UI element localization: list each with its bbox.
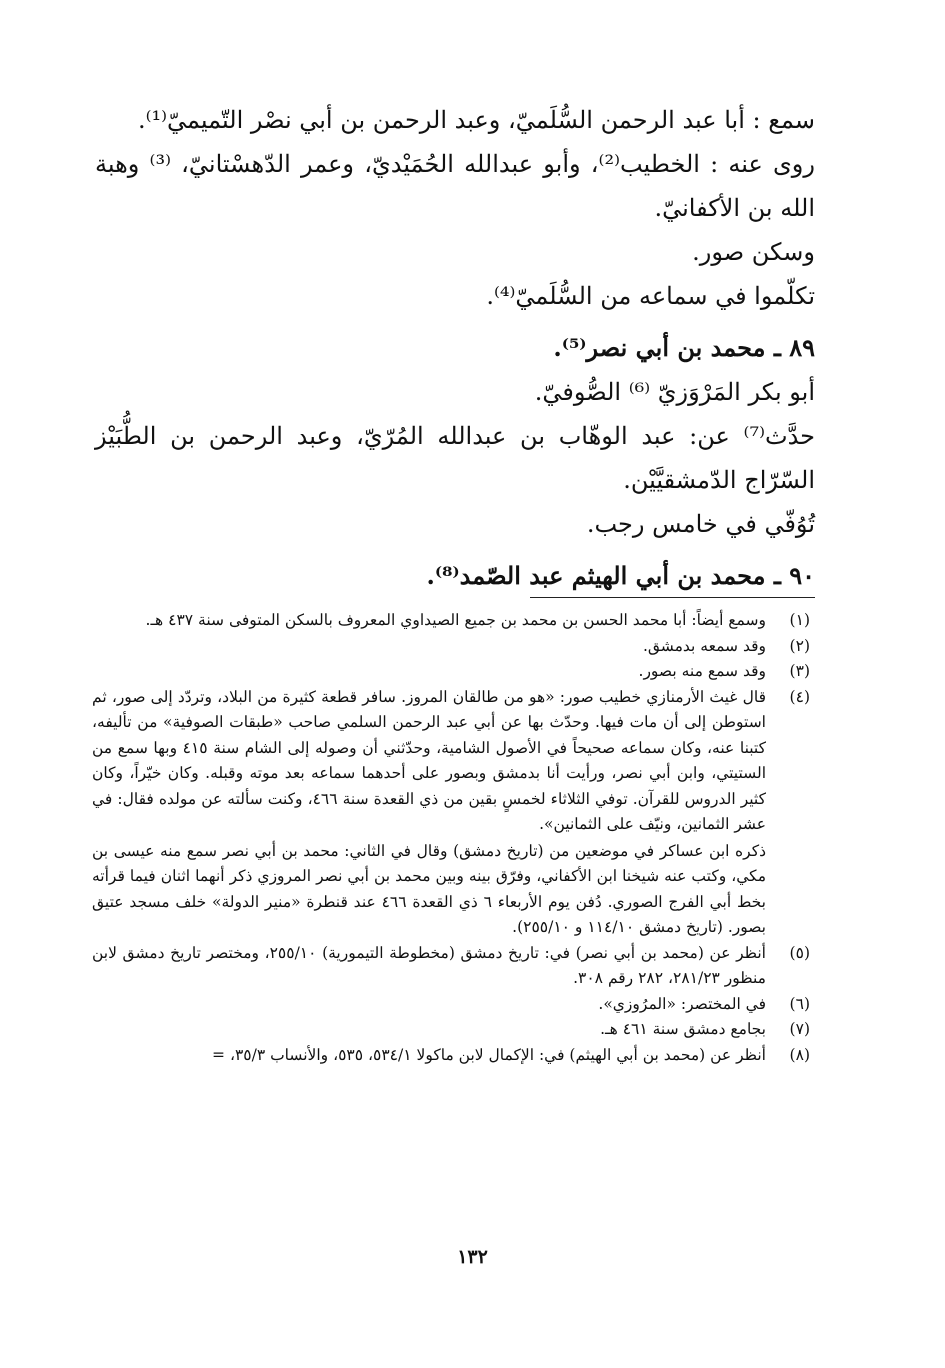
footnote [92, 634, 810, 660]
footnote-text: قال غيث الأرمنازي خطيب صور: «هو من طالقان المروز. سافر قطعة كثيرة من البلاد، وتردّد إلى صور، ثم استوطن إلى أن مات فيها. وحدّث بها عن أبي عبد الرحمن السلمي صاحب «طبقات الصوفية» من تأليفه، كتبنا عنه، وكان سماعه صحيحاً في الأصول الشامية، وحدّثني أن وصوله إلى الشام سنة ٤١٥ وبها سمع من الستيتي، وابن أبي نصر، ورأيت أنا بدمشق وبصور على أحدهما سماعه بعد موته وقبله. وكان خيّراً، وكان كثير الدروس للقرآن. توفي الثلاثاء لخمسٍ بقين من ذي القعدة سنة ٤٦٦، وكنت سألته عن مولده فقال: في عشر الثمانين، ونيّف على الثمانين». [92, 687, 766, 833]
paragraph-narrated: روى عنه : الخطيب⁽²⁾، وأبو عبدالله الحُمَيْديّ، وعمر الدّهسْتانيّ، ⁽³⁾ وهبة الله بن الأكفانيّ. [95, 150, 815, 222]
footnote-number: (٥) [789, 943, 810, 962]
footnote-text: في المختصر: «المرُوزي». [598, 994, 766, 1013]
footnote [92, 685, 810, 838]
entry-heading-90: ٩٠ ـ محمد بن أبي الهيثم عبد الصّمد⁽⁸⁾. [426, 561, 815, 590]
footnote-text: أنظر عن (محمد بن أبي الهيثم) في: الإكمال لابن ماكولا ٥٣٤/١، ٥٣٥، والأنساب ٣٥/٣، = [212, 1045, 766, 1064]
paragraph-criticism: تكلّموا في سماعه من السُّلَميّ⁽⁴⁾. [486, 282, 815, 310]
footnote-text: وقد سمعه بدمشق. [642, 636, 766, 655]
paragraph-residence: وسكن صور. [692, 238, 815, 266]
main-text [95, 98, 815, 598]
footnote-number: (٤) [789, 687, 810, 706]
footnote-separator [530, 597, 815, 598]
footnote [92, 1043, 810, 1069]
footnotes [92, 608, 810, 1068]
footnote [92, 992, 810, 1018]
paragraph-death: تُوُفّي في خامس رجب. [586, 510, 815, 538]
footnote-number: (٧) [789, 1020, 810, 1038]
footnote-number: (٦) [789, 994, 810, 1013]
footnote [92, 941, 810, 992]
footnote-number: (٢) [789, 636, 810, 655]
footnote-number: (٨) [789, 1045, 810, 1064]
footnote-text: أنظر عن (محمد بن أبي نصر) في: تاريخ دمشق (مخطوطة التيمورية) ٢٥٥/١٠، ومختصر تاريخ دمشق لابن منظور ٢٨١/٢٣، ٢٨٢ رقم ٣٠٨. [92, 943, 766, 987]
footnote [92, 1017, 810, 1043]
paragraph-transmitted: حدَّث⁽⁷⁾ عن: عبد الوهّاب بن عبدالله المُرّيّ، وعبد الرحمن بن الطُّبَيْز السّرّاج الدّمشقيَّيْن. [95, 422, 815, 494]
footnote-continuation: ذكره ابن عساكر في موضعين من (تاريخ دمشق) وقال في الثاني: محمد بن أبي نصر سمع منه عيسى بن مكي، وكتب عنه شيخنا ابن الأكفاني، وفرّق بينه وبين محمد بن أبي نصر المروزي ذكر أنهما اثنان فيما قرأته بخط أبي الفرج الصوري. دُفن يوم الأربعاء ٦ ذي القعدة ٤٦٦ عند قنطرة «منير الدولة» خلف مسجد عتيق بصور. (تاريخ دمشق ١١٤/١٠ و ٢٥٥/١٠). [92, 841, 767, 936]
footnote-number: (٣) [789, 662, 810, 680]
footnote [92, 659, 810, 685]
footnote-number: (١) [789, 611, 810, 629]
page-number: ١٣٢ [457, 1246, 488, 1268]
entry-heading-89: ٨٩ ـ محمد بن أبي نصر⁽⁵⁾. [553, 333, 815, 362]
footnote-text: وقد سمع منه بصور. [638, 662, 766, 680]
footnote-text: بجامع دمشق سنة ٤٦١ هـ. [600, 1020, 766, 1038]
paragraph-kunya: أبو بكر المَرْوَزيّ ⁽⁶⁾ الصُّوفيّ. [534, 378, 815, 406]
paragraph-heard: سمع : أبا عبد الرحمن السُّلَميّ، وعبد الرحمن بن أبي نصْر التّميميّ⁽¹⁾. [137, 106, 815, 134]
footnote-text: وسمع أيضاً: أبا محمد الحسن بن محمد بن جميع الصيداوي المعروف بالسكن المتوفى سنة ٤٣٧ هـ. [145, 611, 766, 629]
footnote [92, 608, 810, 634]
